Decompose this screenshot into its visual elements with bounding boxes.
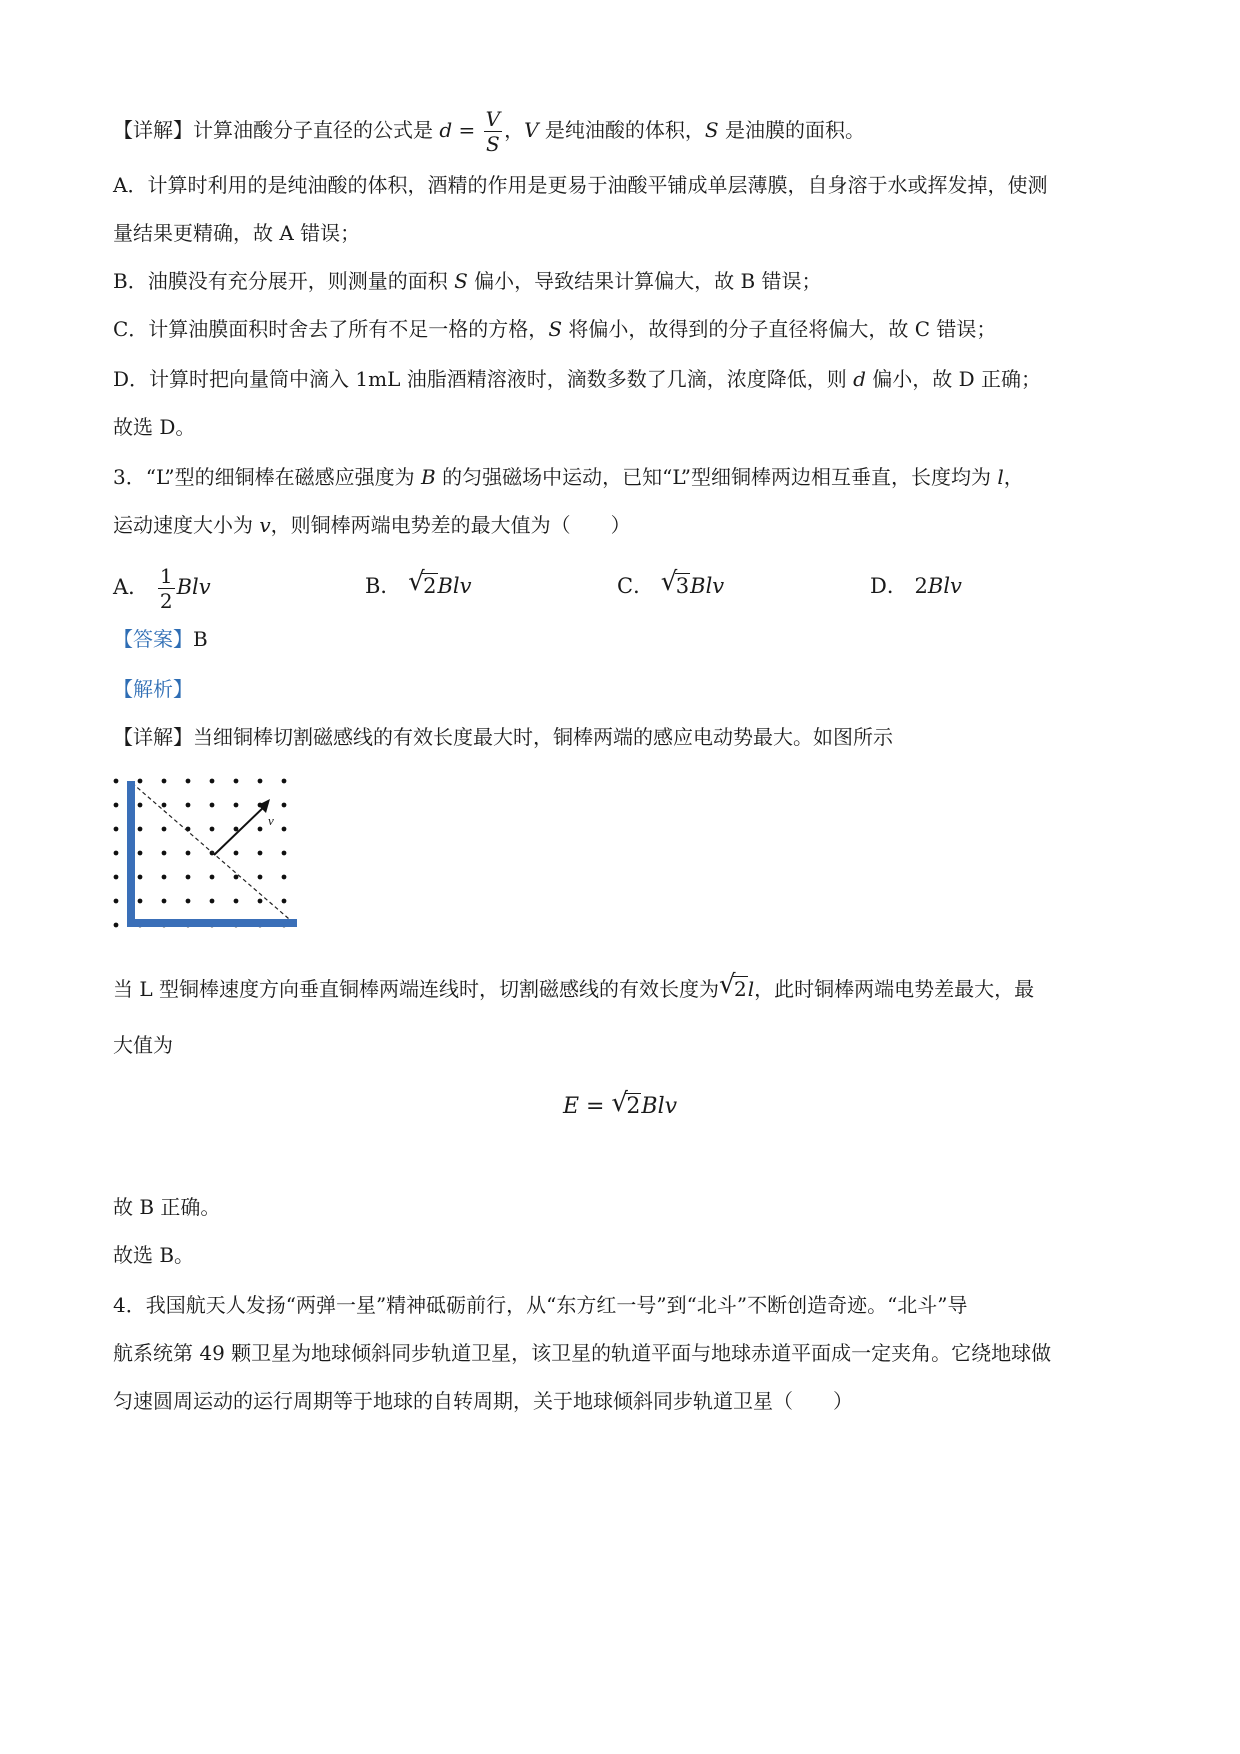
- detail-line-formula: [113, 108, 865, 154]
- var-d: d: [853, 367, 866, 391]
- var-s: S: [704, 118, 719, 142]
- text: 当 L 型铜棒速度方向垂直铜棒两端连线时，切割磁感线的有效长度为: [113, 977, 719, 1001]
- effective-length-line: [113, 974, 1034, 1004]
- option-a-explain-2: 量结果更精确，故 A 错误；: [113, 221, 361, 245]
- option-label: D．: [870, 574, 908, 598]
- magnetic-field-figure: [110, 775, 310, 945]
- l-rod-horizontal: [127, 919, 297, 927]
- var-v: v: [259, 513, 271, 537]
- text: C．计算油膜面积时舍去了所有不足一格的方格，: [113, 317, 549, 341]
- sqrt-symbol: [663, 566, 690, 606]
- fraction-denominator: S: [486, 132, 500, 156]
- option-b-explain: [113, 266, 822, 296]
- text: 是油膜的面积。: [718, 118, 865, 142]
- option-expr: Blv: [437, 574, 472, 598]
- equation-lhs: E =: [562, 1094, 612, 1119]
- question-4-line-2: 航系统第 49 颗卫星为地球倾斜同步轨道卫星，该卫星的轨道平面与地球赤道平面成一定夹角。它绕地球做: [113, 1341, 1052, 1365]
- radicand: 2: [626, 1094, 641, 1119]
- text: 将偏小，故得到的分子直径将偏大，故 C 错误；: [562, 317, 997, 341]
- max-value-line: 大值为: [113, 1033, 173, 1057]
- option-expr: Blv: [927, 574, 962, 598]
- text: ，: [1003, 465, 1024, 489]
- equation-rhs: Blv: [641, 1094, 678, 1119]
- text: 当细铜棒切割磁感线的有效长度最大时，铜棒两端的感应电动势最大。如图所示: [193, 725, 893, 749]
- fraction-denominator: 2: [159, 589, 173, 613]
- var-l: l: [997, 465, 1004, 489]
- question-4-line-1: 4．我国航天人发扬“两弹一星”精神砥砺前行，从“东方红一号”到“北斗”不断创造奇迹。“北斗”导: [113, 1293, 968, 1317]
- answer-tag: 【答案】: [113, 627, 193, 651]
- text: 运动速度大小为: [113, 513, 260, 537]
- answer-value: B: [193, 627, 208, 651]
- equation-e: [0, 1090, 1240, 1124]
- l-rod-vertical: [127, 781, 135, 925]
- detail-tag: 【详解】: [113, 725, 193, 749]
- option-a-fraction: [158, 566, 175, 611]
- text: 的匀强磁场中运动，已知“L”型细铜棒两边相互垂直，长度均为: [435, 465, 998, 489]
- option-d: [870, 566, 962, 606]
- radicand: 2: [734, 977, 747, 1001]
- formula-fraction: [484, 109, 502, 154]
- answer-line: [113, 624, 208, 654]
- question-3-line-1: [113, 462, 1024, 492]
- detail-line-3: [113, 722, 893, 752]
- choose-b: 故选 B。: [113, 1243, 195, 1267]
- text: D．计算时把向量筒中滴入 1mL 油脂酒精溶液时，滴数多数了几滴，浓度降低，则: [113, 367, 854, 391]
- question-3-line-2: [113, 510, 631, 540]
- analysis-tag: 【解析】: [113, 677, 193, 701]
- velocity-label: v: [268, 813, 274, 828]
- option-label: B．: [365, 574, 402, 598]
- option-d-explain: [113, 364, 1041, 394]
- option-label: C．: [617, 574, 655, 598]
- var-b: B: [421, 465, 436, 489]
- detail-text: 计算油酸分子直径的公式是: [193, 118, 433, 142]
- text: ，此时铜棒两端电势差最大，最: [754, 977, 1035, 1001]
- text: 偏小，导致结果计算偏大，故 B 错误；: [467, 269, 822, 293]
- radicand: 2: [423, 574, 437, 598]
- option-b: [365, 566, 472, 606]
- option-c-explain: [113, 314, 996, 344]
- option-a: [113, 566, 211, 611]
- text: 偏小，故 D 正确；: [865, 367, 1041, 391]
- var-l: l: [747, 977, 755, 1001]
- conclusion-line: 故 B 正确。: [113, 1195, 221, 1219]
- sqrt-symbol: [721, 974, 748, 1004]
- choose-d: 故选 D。: [113, 415, 196, 439]
- text: ，则铜棒两端电势差的最大值为（ ）: [270, 513, 631, 537]
- sqrt-symbol: [613, 1090, 641, 1124]
- coefficient: 2: [914, 574, 928, 598]
- option-a-explain-1: A．计算时利用的是纯油酸的体积，酒精的作用是更易于油酸平铺成单层薄膜，自身溶于水或挥发掉，使测: [113, 173, 1048, 197]
- field-dots: [114, 779, 287, 928]
- var-v: V: [524, 118, 539, 142]
- option-label: A．: [113, 575, 150, 599]
- text: B．油膜没有充分展开，则测量的面积: [113, 269, 455, 293]
- option-expr: Blv: [690, 574, 725, 598]
- text: 是纯油酸的体积，: [538, 118, 705, 142]
- sqrt-symbol: [410, 566, 437, 606]
- formula-lhs: d =: [439, 118, 476, 142]
- option-expr: Blv: [176, 575, 211, 599]
- fraction-numerator: V: [485, 107, 501, 131]
- comma: ，: [504, 118, 525, 142]
- question-4-line-3: 匀速圆周运动的运行周期等于地球的自转周期，关于地球倾斜同步轨道卫星（ ）: [113, 1389, 853, 1413]
- option-c: [617, 566, 724, 606]
- fraction-numerator: 1: [159, 564, 173, 588]
- text: 3．“L”型的细铜棒在磁感应强度为: [113, 465, 422, 489]
- detail-tag: 【详解】: [113, 118, 193, 142]
- var-s: S: [454, 269, 468, 293]
- radicand: 3: [675, 574, 690, 598]
- var-s: S: [548, 317, 563, 341]
